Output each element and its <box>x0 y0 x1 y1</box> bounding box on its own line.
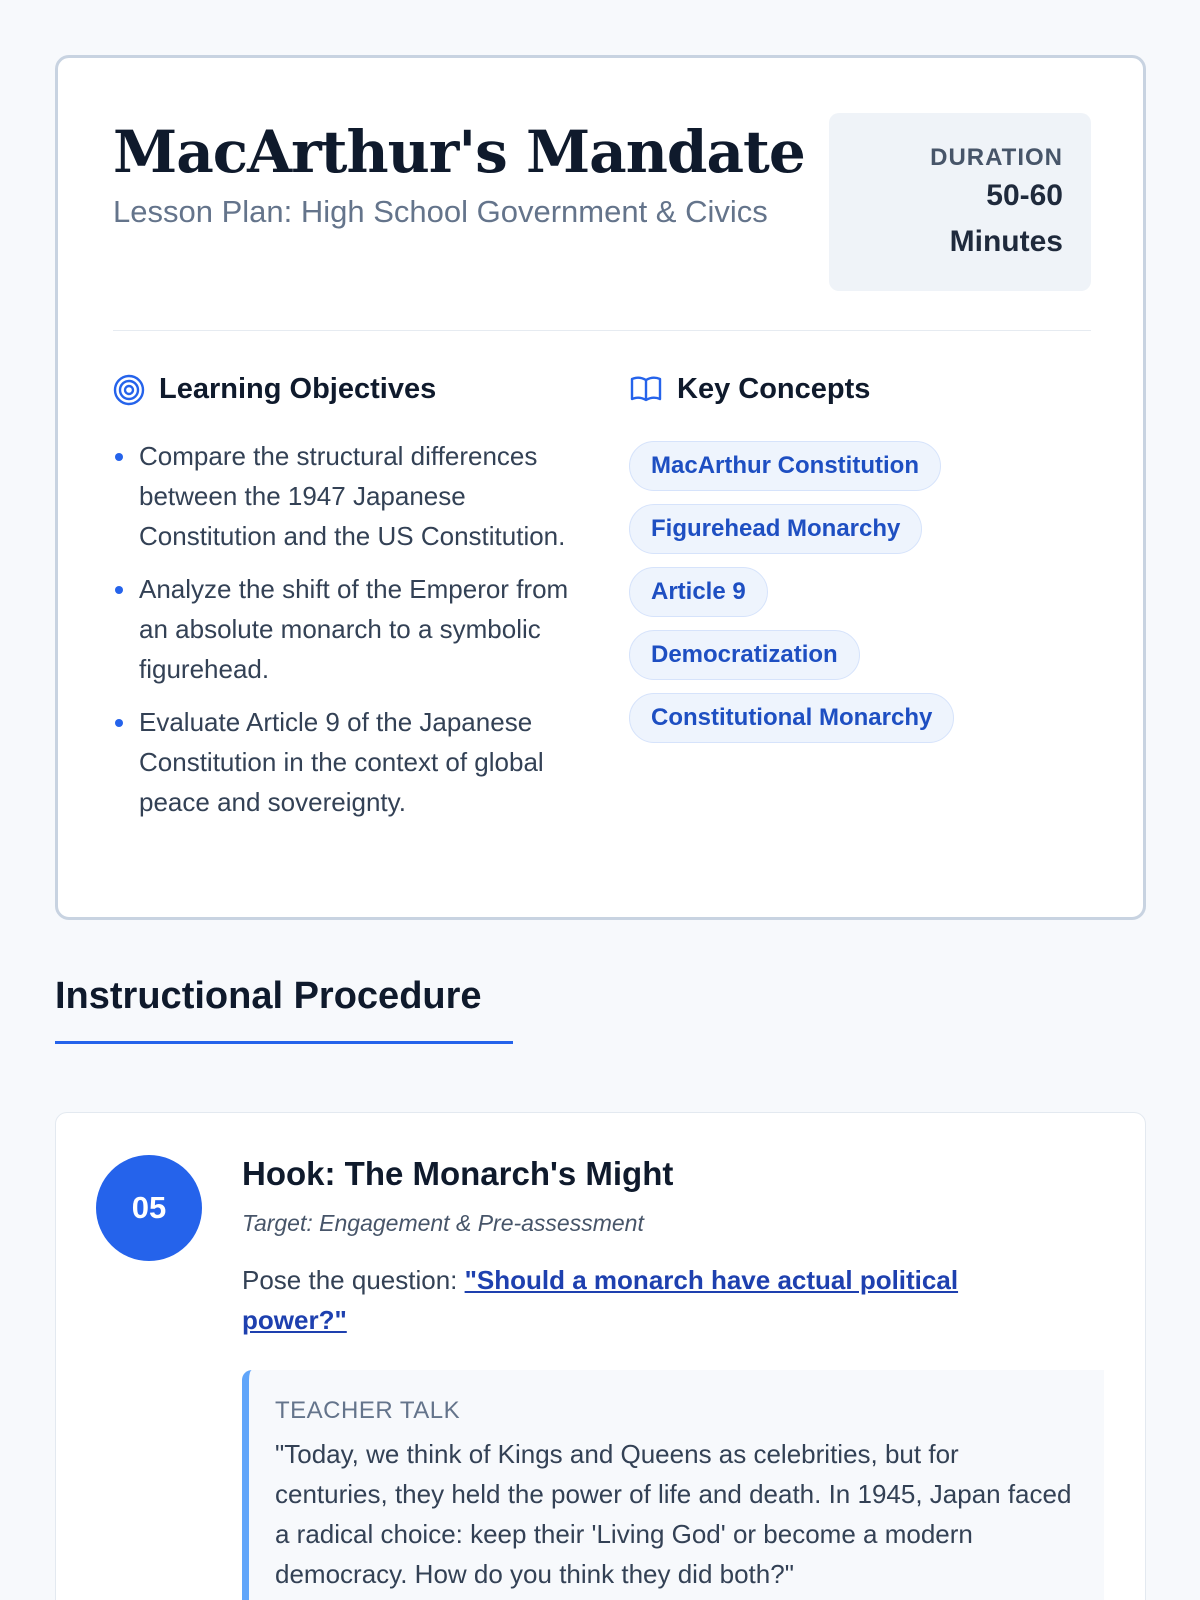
teacher-talk-box <box>242 1370 1104 1600</box>
concept-chip[interactable]: Democratization <box>629 630 860 680</box>
list-item: Compare the structural differences between the 1947 Japanese Constitution and the US Constitution. <box>113 436 573 556</box>
concepts-heading <box>629 373 870 406</box>
procedure-heading-underline <box>55 1041 513 1044</box>
step-title: Hook: The Monarch's Might <box>242 1155 674 1192</box>
page-title: MacArthur's Mandate <box>113 118 805 186</box>
concept-chip[interactable]: Article 9 <box>629 567 768 617</box>
objectives-list <box>113 436 573 835</box>
divider <box>113 330 1091 331</box>
step-number-badge: 05 <box>96 1155 202 1261</box>
duration-value-line2: Minutes <box>949 225 1063 258</box>
concepts-heading-label: Key Concepts <box>677 373 871 405</box>
objectives-heading-label: Learning Objectives <box>159 373 437 405</box>
step-question-link[interactable]: "Should a monarch have actual political power?" <box>242 1265 959 1335</box>
page-subtitle: Lesson Plan: High School Government & Civics <box>113 194 768 229</box>
list-item: Analyze the shift of the Emperor from an absolute monarch to a symbolic figurehead. <box>113 569 573 689</box>
step-prompt-prefix: Pose the question: <box>242 1265 465 1295</box>
teacher-talk-text: "Today, we think of Kings and Queens as celebrities, but for centuries, they held the power of life and death. In 1945, Japan faced a radical choice: keep their 'Living God' or become a modern democracy. How do you think they did both?" <box>275 1439 1072 1589</box>
duration-value-line1: 50-60 <box>986 179 1063 212</box>
book-open-icon <box>629 375 663 405</box>
duration-label: DURATION <box>930 144 1063 171</box>
procedure-step-card <box>55 1112 1146 1600</box>
step-prompt <box>242 1260 1062 1340</box>
objectives-heading <box>113 373 436 406</box>
lesson-overview-card <box>55 55 1146 920</box>
concept-chip[interactable]: MacArthur Constitution <box>629 441 941 491</box>
teacher-talk-label: TEACHER TALK <box>275 1397 461 1424</box>
concept-chip[interactable]: Constitutional Monarchy <box>629 693 954 743</box>
target-icon <box>113 374 145 406</box>
step-target: Target: Engagement & Pre-assessment <box>242 1210 644 1236</box>
procedure-heading: Instructional Procedure <box>55 975 482 1017</box>
concept-chip[interactable]: Figurehead Monarchy <box>629 504 922 554</box>
duration-box <box>829 113 1091 291</box>
concept-chips <box>629 441 1089 756</box>
list-item: Evaluate Article 9 of the Japanese Constitution in the context of global peace and sovereignty. <box>113 702 573 822</box>
